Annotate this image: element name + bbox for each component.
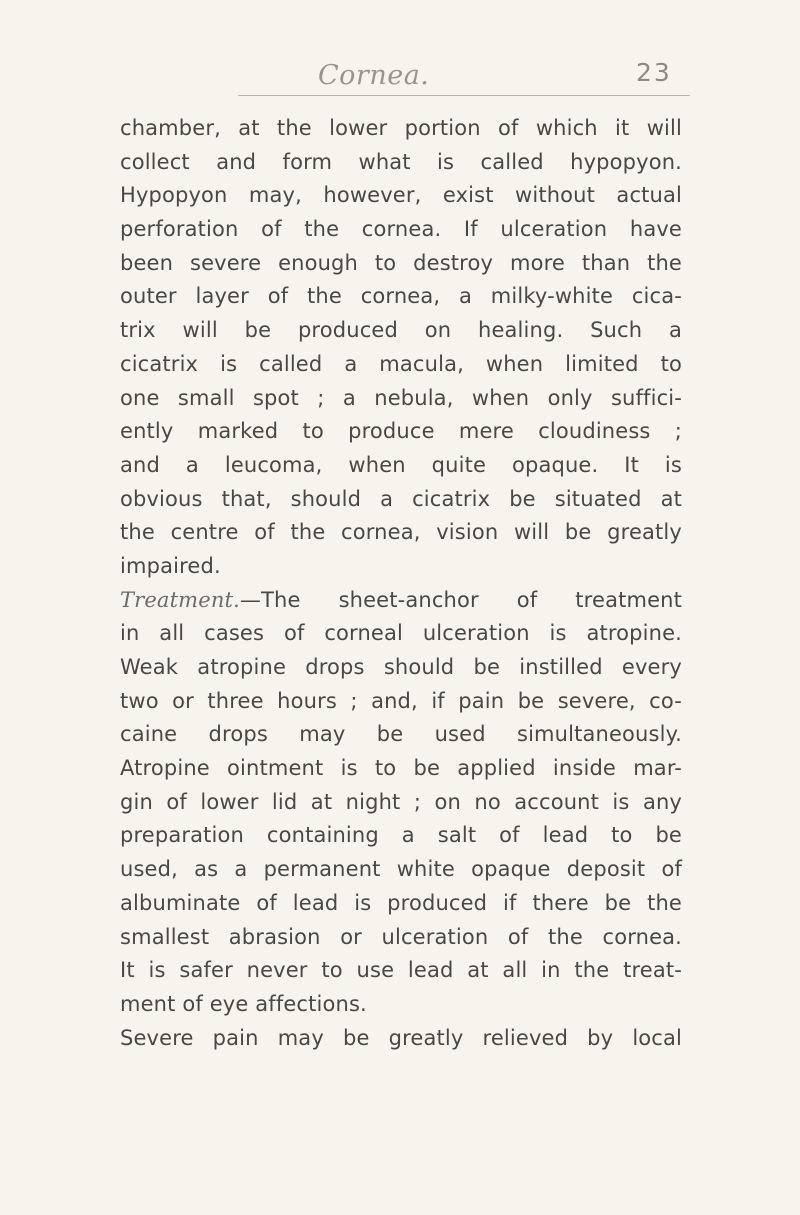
text-line: smallest abrasion or ulceration of the cornea. — [120, 924, 682, 949]
text-line: gin of lower lid at night ; on no account is any — [120, 789, 682, 814]
text-line: been severe enough to destroy more than the — [120, 250, 682, 275]
text-line: It is safer never to use lead at all in the treat- — [120, 958, 682, 983]
text-line: two or three hours ; and, if pain be severe, co- — [120, 688, 682, 713]
text-line: ently marked to produce mere cloudiness ; — [120, 419, 682, 444]
treatment-heading: Treatment. — [120, 587, 240, 612]
treatment-line — [120, 584, 682, 618]
text-line: Weak atropine drops should be instilled every — [120, 655, 682, 679]
text-line: albuminate of lead is produced if there be the — [120, 890, 682, 915]
text-line: chamber, at the lower portion of which it will — [120, 116, 682, 140]
text-line: the centre of the cornea, vision will be greatly — [120, 520, 682, 545]
text-line: impaired. — [120, 553, 221, 578]
treatment-line-text: —The sheet-anchor of treatment — [239, 587, 682, 612]
page-header — [0, 58, 800, 98]
text-line: used, as a permanent white opaque deposit of — [120, 857, 682, 882]
page-number: 23 — [636, 58, 672, 87]
text-line: caine drops may be used simultaneously. — [120, 722, 682, 747]
text-line: Atropine ointment is to be applied inside mar- — [120, 756, 682, 781]
text-line: collect and form what is called hypopyon. — [120, 149, 682, 174]
text-line: in all cases of corneal ulceration is atropine. — [120, 621, 682, 646]
header-rule — [238, 95, 690, 96]
text-line: Severe pain may be greatly relieved by local — [120, 1025, 682, 1050]
text-line: cicatrix is called a macula, when limited to — [120, 351, 682, 376]
text-line: outer layer of the cornea, a milky-white cica- — [120, 284, 682, 309]
text-line: preparation containing a salt of lead to be — [120, 823, 682, 848]
running-title: Cornea. — [318, 60, 430, 91]
text-line: obvious that, should a cicatrix be situated at — [120, 486, 682, 511]
text-line: and a leucoma, when quite opaque. It is — [120, 452, 682, 477]
text-line: trix will be produced on healing. Such a — [120, 318, 682, 343]
text-line: ment of eye affections. — [120, 991, 367, 1016]
text-line: Hypopyon may, however, exist without actual — [120, 183, 682, 208]
text-line: one small spot ; a nebula, when only suffici- — [120, 385, 682, 410]
text-line: perforation of the cornea. If ulceration have — [120, 217, 682, 242]
body-text — [120, 112, 682, 1055]
